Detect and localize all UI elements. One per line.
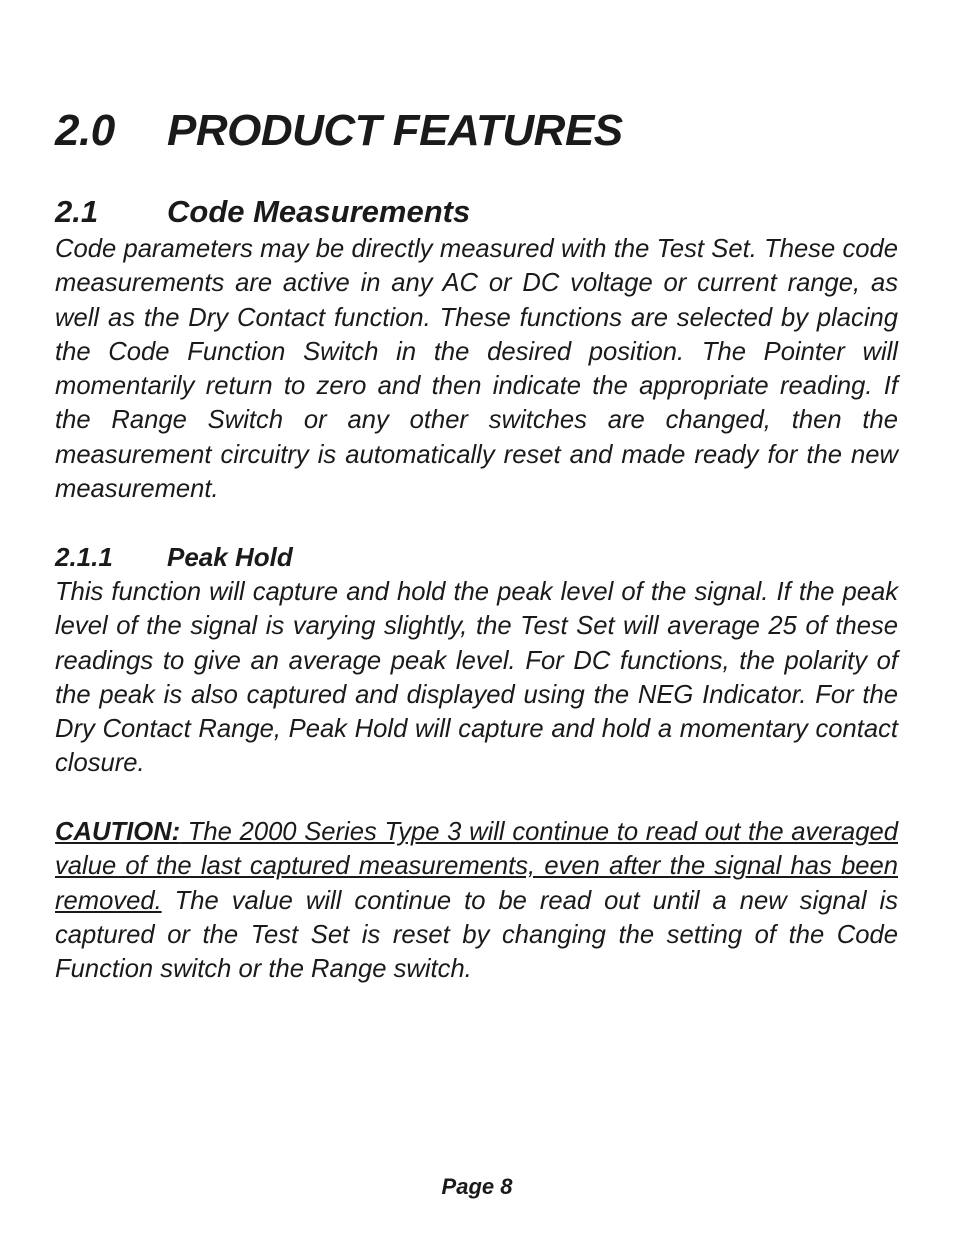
subsubsection-number: 2.1.1 [55,542,113,572]
subsection-title: Code Measurements [167,194,471,229]
document-page [55,0,898,1235]
code-measurements-paragraph: Code parameters may be directly measured with the Test Set. These code measurements are active in any AC or DC voltage or current range, as well as the Dry Contact function. These functions are selected by placing the Code Function Switch in the desired position. The Pointer will momentarily return to zero and then indicate the appropriate reading. If the Range Switch or any other switches are changed, then the measurement circuitry is automatically reset and made ready for the new measurement. [55,235,898,504]
section-heading [55,104,623,158]
section-number: 2.0 [55,106,115,155]
subsection-heading [55,192,470,232]
peak-hold-paragraph: This function will capture and hold the peak level of the signal. If the peak level of the signal is varying slightly, the Test Set will average 25 of these readings to give an average peak level. For DC functions, the polarity of the peak is also captured and displayed using the NEG Indicator. For the Dry Contact Range, Peak Hold will capture and hold a momentary contact closure. [55,578,898,778]
page-number: Page 8 [441,1174,513,1199]
caution-paragraph [55,815,898,986]
subsubsection-title: Peak Hold [167,542,293,572]
subsection-number: 2.1 [55,194,99,229]
subsubsection-heading [55,540,293,574]
caution-label: CAUTION: [55,818,181,846]
section-title: PRODUCT FEATURES [167,106,623,155]
caution-rest-text: The value will continue to be read out until a new signal is captured or the Test Set is reset by changing the setting of the Code Function switch or the Range switch. [55,886,898,984]
caution-underlined-text: The 2000 Series Type 3 will continue to read out the averaged value of the last captured measurements, even after the signal has been removed. [55,818,898,915]
